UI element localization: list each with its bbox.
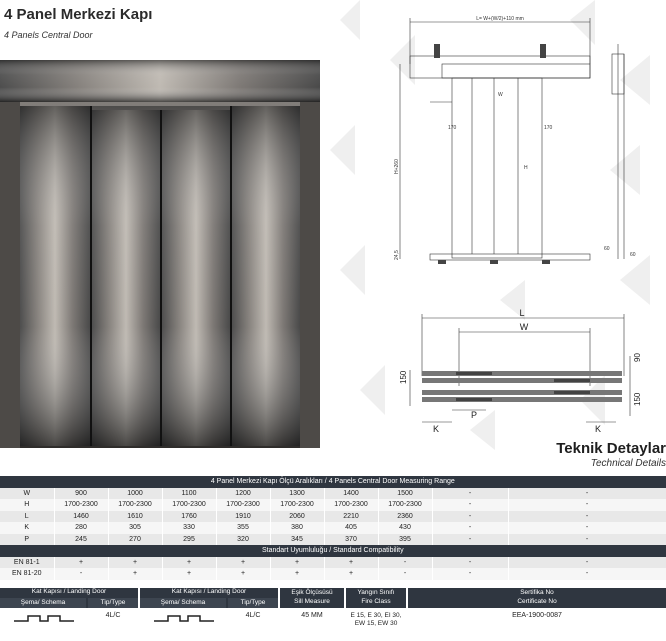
- compat-row-label: EN 81-1: [0, 557, 54, 569]
- range-cell: -: [508, 488, 666, 500]
- measuring-range-table: [0, 476, 666, 580]
- dim-k-left: K: [432, 424, 440, 434]
- sill-label-tr: Eşik Ölçüsüsü: [291, 589, 333, 596]
- range-cell: -: [432, 511, 508, 523]
- technical-details-title: Teknik Detaylar: [556, 440, 666, 457]
- type-header-1: Tip/Type: [88, 598, 138, 608]
- dim-p: P: [470, 410, 478, 420]
- range-cell: 1700-2300: [108, 499, 162, 511]
- compat-cell: -: [432, 557, 508, 569]
- range-cell: 405: [324, 522, 378, 534]
- type-header-2: Tip/Type: [228, 598, 278, 608]
- fire-label-en: Fire Class: [361, 598, 391, 605]
- landing-door-header-1: Kat Kapısı / Landing Door: [0, 588, 138, 608]
- range-cell: 380: [270, 522, 324, 534]
- cert-label-tr: Sertifika No: [520, 589, 554, 596]
- range-cell: 1460: [54, 511, 108, 523]
- range-row-label: K: [0, 522, 54, 534]
- dim-60-right: 60: [630, 252, 636, 258]
- fire-value: [344, 612, 408, 628]
- range-cell: -: [432, 488, 508, 500]
- dim-w: W: [498, 92, 503, 98]
- table-row: [0, 522, 666, 534]
- table-row: [0, 499, 666, 511]
- range-cell: 1610: [108, 511, 162, 523]
- range-cell: 305: [108, 522, 162, 534]
- range-cell: 280: [54, 522, 108, 534]
- dim-formula: L= W+(W/2)+110 mm: [476, 16, 524, 22]
- range-cell: -: [508, 534, 666, 546]
- range-cell: -: [432, 522, 508, 534]
- range-row-label: L: [0, 511, 54, 523]
- range-cell: 1500: [378, 488, 432, 500]
- table-row: [0, 511, 666, 523]
- page-subtitle: 4 Panels Central Door: [4, 30, 93, 40]
- page-title: 4 Panel Merkezi Kapı: [4, 6, 153, 23]
- dim-150-left: 150: [399, 370, 408, 384]
- schema-header-2: Şema/ Schema: [140, 598, 226, 608]
- range-table-header: [0, 476, 666, 488]
- cert-label-en: Certificate No: [517, 598, 557, 605]
- dim-l: L: [519, 308, 525, 318]
- range-cell: 345: [270, 534, 324, 546]
- range-cell: 330: [162, 522, 216, 534]
- compat-table-header: [0, 545, 666, 557]
- compat-cell: -: [432, 568, 508, 580]
- sill-label-en: Sill Measure: [294, 598, 330, 605]
- dim-24-5: 24,5: [394, 250, 400, 260]
- range-cell: 1300: [270, 488, 324, 500]
- sill-measure-header: [280, 588, 344, 608]
- range-cell: 1700-2300: [216, 499, 270, 511]
- range-cell: 430: [378, 522, 432, 534]
- range-cell: 320: [216, 534, 270, 546]
- compat-cell: +: [216, 557, 270, 569]
- fire-value-line2: EW 15, EW 30: [354, 620, 398, 627]
- dim-W: W: [519, 322, 529, 332]
- dim-h: H: [524, 165, 528, 171]
- type-value-2: 4L/C: [245, 612, 261, 619]
- range-cell: 370: [324, 534, 378, 546]
- table-row: [0, 568, 666, 580]
- range-cell: 270: [108, 534, 162, 546]
- compat-table-header-cell: Standart Uyumluluğu / Standard Compatibility: [0, 545, 666, 557]
- door-section-drawing: [394, 306, 644, 434]
- compat-cell: -: [54, 568, 108, 580]
- technical-details-subtitle: Technical Details: [590, 458, 666, 469]
- range-cell: 1100: [162, 488, 216, 500]
- type-value-1: 4L/C: [105, 612, 121, 619]
- range-cell: -: [432, 534, 508, 546]
- certificate-value: EEA-1900-0087: [512, 612, 562, 619]
- dim-k-right: K: [594, 424, 602, 434]
- range-cell: -: [508, 511, 666, 523]
- range-cell: 245: [54, 534, 108, 546]
- compat-cell: +: [270, 568, 324, 580]
- compat-cell: +: [54, 557, 108, 569]
- range-cell: 1700-2300: [378, 499, 432, 511]
- range-cell: 900: [54, 488, 108, 500]
- table-row: [0, 534, 666, 546]
- schema-drawing-1: [14, 612, 74, 626]
- range-cell: -: [508, 522, 666, 534]
- range-cell: 295: [162, 534, 216, 546]
- dim-h-plus: H+260: [394, 159, 400, 174]
- table-row: [0, 488, 666, 500]
- range-cell: 2060: [270, 511, 324, 523]
- compat-cell: +: [216, 568, 270, 580]
- sill-value: 45 MM: [301, 612, 323, 619]
- range-row-label: H: [0, 499, 54, 511]
- range-cell: 1760: [162, 511, 216, 523]
- compat-cell: +: [162, 568, 216, 580]
- certificate-header: [408, 588, 666, 608]
- range-cell: -: [508, 499, 666, 511]
- compat-cell: +: [108, 557, 162, 569]
- range-cell: 1000: [108, 488, 162, 500]
- range-cell: 1700-2300: [54, 499, 108, 511]
- range-cell: 2360: [378, 511, 432, 523]
- dim-60-left: 60: [604, 246, 610, 252]
- range-cell: 1700-2300: [162, 499, 216, 511]
- landing-door-header-2: Kat Kapısı / Landing Door: [140, 588, 278, 608]
- schema-header-1: Şema/ Schema: [0, 598, 86, 608]
- door-front-drawing: [390, 14, 652, 264]
- fire-value-line1: E 15, E 30, EI 30,: [350, 612, 402, 619]
- compat-cell: +: [324, 568, 378, 580]
- compat-row-label: EN 81-20: [0, 568, 54, 580]
- dim-90: 90: [633, 353, 642, 362]
- compat-cell: +: [324, 557, 378, 569]
- range-cell: 395: [378, 534, 432, 546]
- compat-cell: -: [508, 557, 666, 569]
- range-cell: 1400: [324, 488, 378, 500]
- door-photo: [0, 60, 320, 448]
- range-cell: 1910: [216, 511, 270, 523]
- compat-cell: -: [378, 557, 432, 569]
- compat-cell: +: [270, 557, 324, 569]
- compat-cell: +: [108, 568, 162, 580]
- fire-class-header: [346, 588, 406, 608]
- fire-label-tr: Yangın Sınıfı: [357, 589, 395, 596]
- dim-150-right: 150: [633, 392, 642, 406]
- compat-cell: +: [162, 557, 216, 569]
- range-table-header-cell: 4 Panel Merkezi Kapı Ölçü Aralıkları / 4 Panels Central Door Measuring Range: [0, 476, 666, 488]
- range-cell: 1200: [216, 488, 270, 500]
- table-row: [0, 557, 666, 569]
- dim-170-right: 170: [544, 125, 553, 131]
- dim-170-left: 170: [448, 125, 457, 131]
- schema-drawing-2: [154, 612, 214, 626]
- range-cell: 1700-2300: [270, 499, 324, 511]
- range-cell: 1700-2300: [324, 499, 378, 511]
- compat-cell: -: [378, 568, 432, 580]
- range-row-label: P: [0, 534, 54, 546]
- compat-cell: -: [508, 568, 666, 580]
- range-row-label: W: [0, 488, 54, 500]
- range-cell: 355: [216, 522, 270, 534]
- range-cell: -: [432, 499, 508, 511]
- range-cell: 2210: [324, 511, 378, 523]
